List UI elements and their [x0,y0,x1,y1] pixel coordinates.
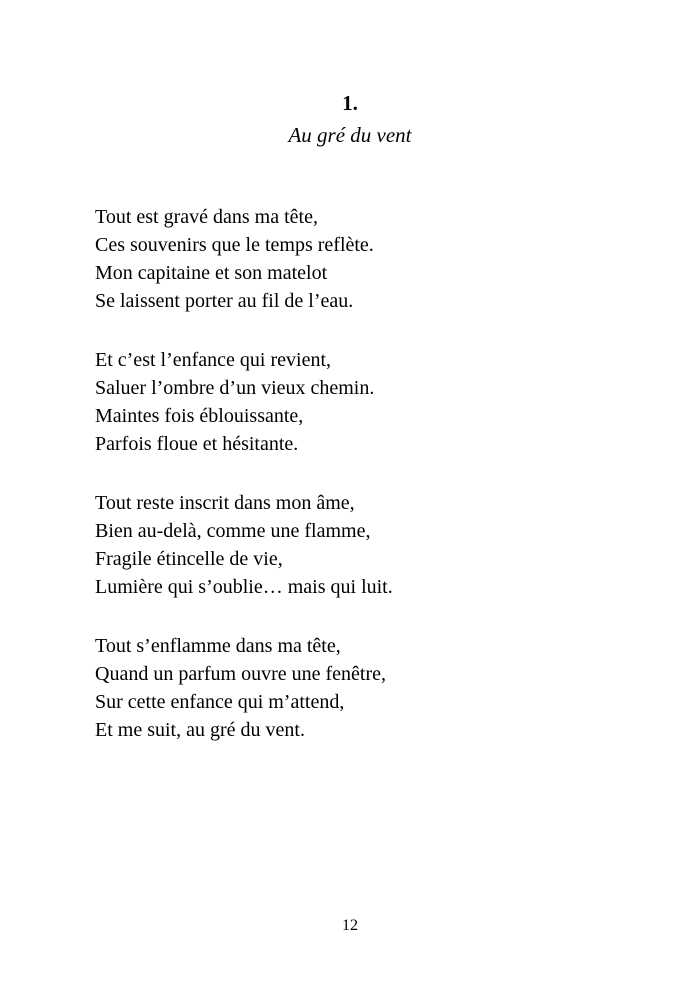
poem-title: Au gré du vent [288,123,412,147]
verse-line: Tout reste inscrit dans mon âme, [95,492,355,514]
verse-line: Bien au-delà, comme une flamme, [95,520,371,542]
verse-line: Tout est gravé dans ma tête, [95,206,318,228]
verse-line: Mon capitaine et son matelot [95,262,328,284]
verse-line: Lumière qui s’oublie… mais qui luit. [95,576,393,598]
verse-line: Se laissent porter au fil de l’eau. [95,290,354,312]
verse-line: Et c’est l’enfance qui revient, [95,349,331,371]
stanza [95,489,393,601]
verse-line: Tout s’enflamme dans ma tête, [95,635,341,657]
verse-line: Quand un parfum ouvre une fenêtre, [95,663,386,685]
poem-number: 1. [342,91,358,115]
verse-line: Et me suit, au gré du vent. [95,719,305,741]
verse-line: Saluer l’ombre d’un vieux chemin. [95,377,375,399]
page-number: 12 [342,917,358,934]
stanza [95,632,393,744]
verse-line: Ces souvenirs que le temps reflète. [95,234,374,256]
stanza [95,346,393,458]
stanza [95,203,393,315]
verse-line: Maintes fois éblouissante, [95,405,304,427]
poem-body [95,203,393,775]
verse-line: Fragile étincelle de vie, [95,548,283,570]
verse-line: Parfois floue et hésitante. [95,433,299,455]
verse-line: Sur cette enfance qui m’attend, [95,691,345,713]
